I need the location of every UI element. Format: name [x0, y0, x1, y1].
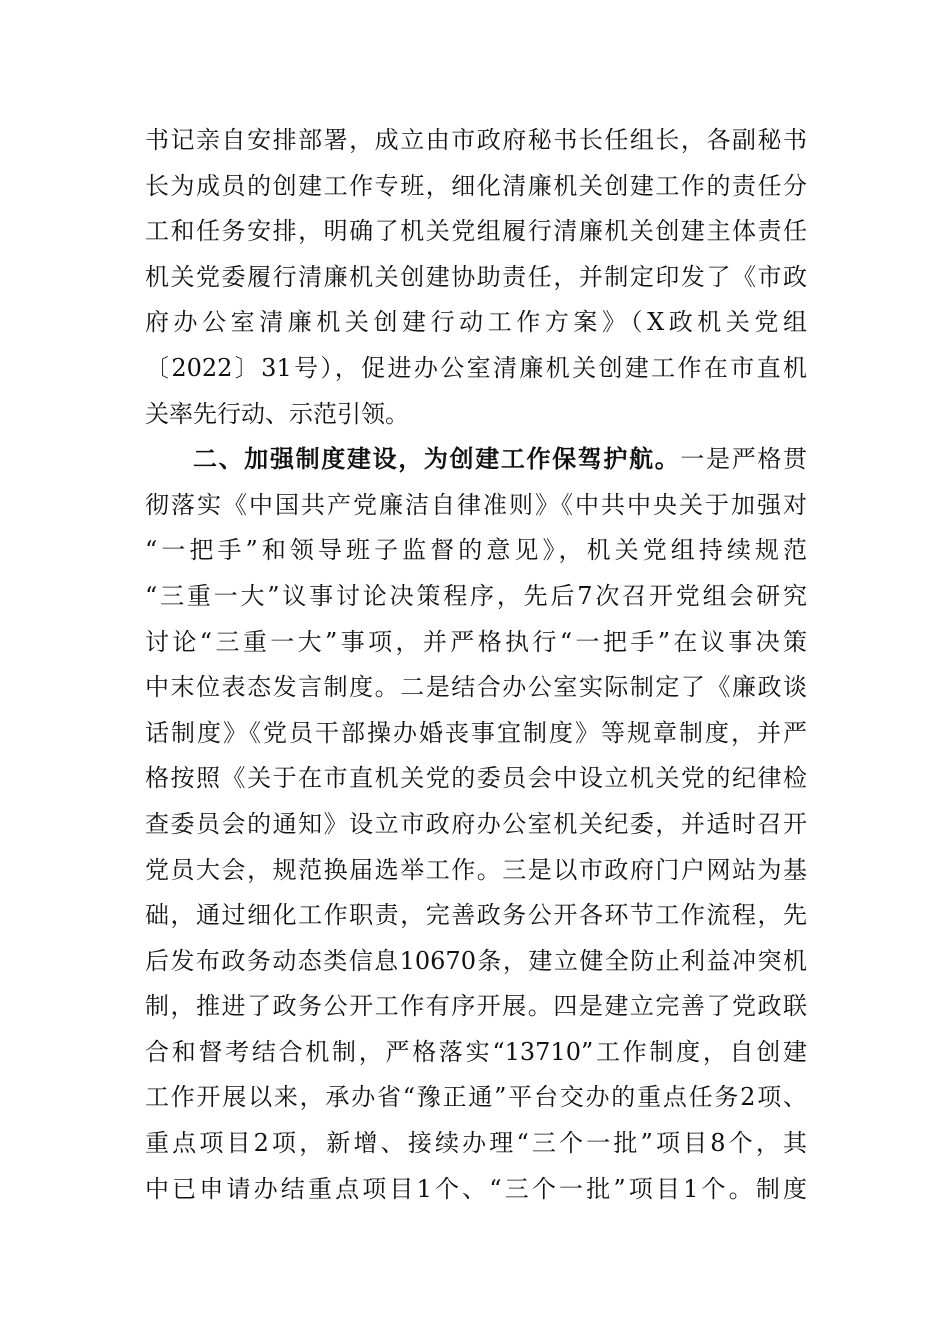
text-line: 彻落实《中国共产党廉洁自律准则》《中共中央关于加强对 [145, 490, 807, 519]
paragraph-1 [145, 118, 807, 437]
text-line: 工和任务安排，明确了机关党组履行清廉机关创建主体责任 [145, 217, 807, 246]
text-line: 中已申请办结重点项目1个、“三个一批”项目1个。制度 [145, 1174, 807, 1203]
text-line: 制，推进了政务公开工作有序开展。四是建立完善了党政联 [145, 992, 807, 1021]
text-line: 机关党委履行清廉机关创建协助责任，并制定印发了《市政 [145, 262, 807, 291]
section-heading: 二、加强制度建设，为创建工作保驾护航。 [193, 445, 681, 474]
heading-continuation: 一是严格贯 [680, 445, 807, 474]
text-line: 查委员会的通知》设立市政府办公室机关纪委，并适时召开 [145, 809, 807, 838]
text-line: 话制度》《党员干部操办婚丧事宜制度》等规章制度，并严 [145, 718, 807, 747]
text-line: “三重一大”议事讨论决策程序，先后7次召开党组会研究 [145, 581, 807, 610]
text-line: 合和督考结合机制，严格落实“13710”工作制度，自创建 [145, 1037, 807, 1066]
text-line: “一把手”和领导班子监督的意见》，机关党组持续规范 [145, 536, 807, 565]
text-line: 础，通过细化工作职责，完善政务公开各环节工作流程，先 [145, 901, 807, 930]
text-line: 党员大会，规范换届选举工作。三是以市政府门户网站为基 [145, 855, 807, 884]
text-line: 工作开展以来，承办省“豫正通”平台交办的重点任务2项、 [145, 1083, 807, 1112]
text-line: 书记亲自安排部署，成立由市政府秘书长任组长，各副秘书 [145, 126, 807, 154]
text-line: 后发布政务动态类信息10670条，建立健全防止利益冲突机 [145, 946, 807, 975]
text-line: 〔2022〕31号），促进办公室清廉机关创建工作在市直机 [145, 353, 807, 382]
text-line: 关率先行动、示范引领。 [145, 399, 409, 428]
paragraph-2 [145, 437, 807, 1212]
text-line: 格按照《关于在市直机关党的委员会中设立机关党的纪律检 [145, 764, 807, 793]
text-line: 中末位表态发言制度。二是结合办公室实际制定了《廉政谈 [145, 673, 807, 702]
text-line-first [145, 437, 807, 483]
text-line: 长为成员的创建工作专班，细化清廉机关创建工作的责任分 [145, 171, 807, 200]
text-line: 府办公室清廉机关创建行动工作方案》（X政机关党组 [145, 308, 807, 337]
text-line: 重点项目2项，新增、接续办理“三个一批”项目8个，其 [145, 1129, 807, 1158]
text-line: 讨论“三重一大”事项，并严格执行“一把手”在议事决策 [145, 627, 807, 656]
document-body [145, 118, 807, 1212]
